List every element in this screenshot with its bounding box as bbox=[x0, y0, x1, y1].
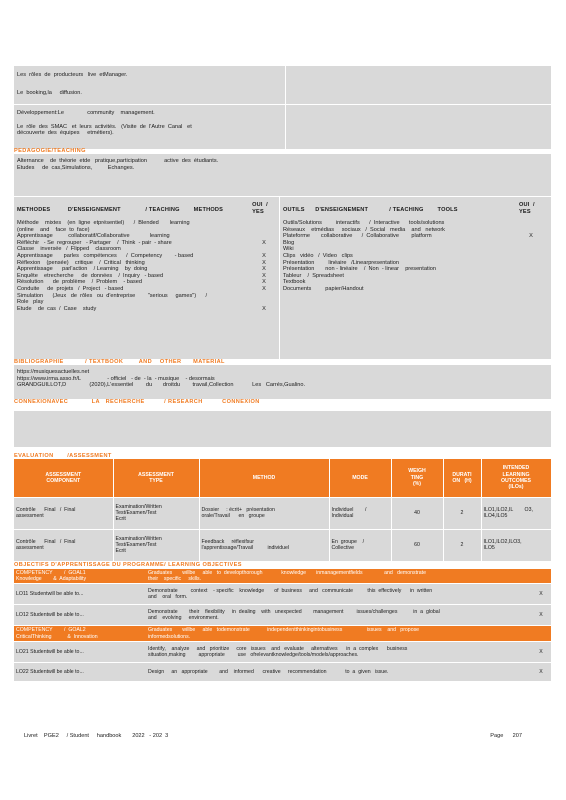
check-mark bbox=[252, 293, 276, 300]
check-mark: X bbox=[262, 305, 266, 312]
learning-outcome-row bbox=[14, 641, 551, 662]
cell-component: Contrôle Final / Final assessment bbox=[14, 529, 113, 561]
learning-outcome-row bbox=[14, 605, 551, 626]
footer-handbook-label: Livret PGE2 / Student handbook 2022 - 202 3 bbox=[24, 733, 169, 739]
methods-block bbox=[14, 196, 551, 359]
check-mark bbox=[252, 299, 276, 306]
check-mark bbox=[519, 240, 543, 247]
check-mark bbox=[519, 279, 543, 286]
cell-component: Contrôle Final / Final assessment bbox=[14, 497, 113, 529]
check-mark: X bbox=[262, 285, 266, 292]
check-mark bbox=[252, 246, 276, 253]
pedagogie-line: Alternance de théorie etde pratique,participation active des étudiants. bbox=[17, 158, 219, 164]
list-item bbox=[283, 286, 548, 293]
pedagogie-line: Etudes de cas,Simulations, Echanges. bbox=[17, 164, 135, 171]
list-item-label: Présentation non - linéaire / Non - linear presentation bbox=[283, 266, 436, 273]
check-mark bbox=[519, 227, 543, 234]
lo-description: Demonstrate their flexibility in dealing with unexpected management issues/challenges in a global and evolving environment. bbox=[146, 605, 531, 626]
list-item-label: Méthode mixtes (en ligne etprésentiel) / Blended learning bbox=[17, 220, 190, 226]
teaching-methods-list bbox=[17, 220, 276, 312]
check-mark: X bbox=[262, 279, 266, 286]
check-mark bbox=[519, 220, 543, 227]
check-mark: X bbox=[262, 252, 266, 259]
list-item bbox=[17, 260, 276, 267]
lo-id: LO21 Studentwill be able to... bbox=[14, 641, 146, 662]
list-item bbox=[283, 279, 548, 286]
section-title-bibliography: BIBLIOGRAPHIE / TEXTBOOK AND OTHER MATERIAL bbox=[14, 359, 225, 365]
lo-id: LO22 Studentwill be able to... bbox=[14, 662, 146, 681]
list-item-label: Clips vidéo / Video clips bbox=[283, 252, 353, 259]
oui-yes-header: OUI / bbox=[252, 202, 268, 208]
learning-outcome-row bbox=[14, 662, 551, 681]
list-item bbox=[283, 266, 548, 273]
check-mark: X bbox=[262, 259, 266, 266]
list-item-label: Réfléchir - Se regrouper - Partager / Think - pair - share bbox=[17, 239, 172, 246]
content-line: découverte des équipes etmétiers). bbox=[17, 130, 114, 137]
list-item bbox=[17, 279, 276, 286]
cell-ilos: ILO1,ILO2,IL O3, ILO4,ILO5 bbox=[481, 497, 551, 529]
list-item-label: Outils/Solutions interactifs / Interactive tools/solutions bbox=[283, 220, 445, 226]
table-row bbox=[14, 497, 551, 529]
cell-mode: En groupe / Collective bbox=[329, 529, 391, 561]
check-mark bbox=[519, 286, 543, 293]
list-item bbox=[17, 240, 276, 247]
competency-label: COMPETENCY / GOAL1 Knowledge & Adaptability bbox=[14, 569, 146, 584]
header-method: METHOD bbox=[199, 459, 329, 497]
list-item-label: Etude de cas / Case study bbox=[17, 305, 97, 312]
list-item bbox=[17, 273, 276, 280]
program-content-block-2 bbox=[14, 104, 551, 149]
list-item-label: Textbook bbox=[283, 279, 306, 286]
assessment-table bbox=[14, 459, 552, 561]
cell-type: Examination/Written Test/Examen/Test Ecrit bbox=[113, 497, 199, 529]
lo-mark: X bbox=[531, 641, 551, 662]
lo-mark: X bbox=[531, 662, 551, 681]
check-mark bbox=[519, 246, 543, 253]
header-weighting: WEIGH TING (%) bbox=[391, 459, 443, 497]
list-item bbox=[283, 240, 548, 247]
section-title-objectives: OBJECTIFS D'APPRENTISSAGE DU PROGRAMME/ LEARNING OBJECTIVES bbox=[14, 562, 242, 568]
content-line: Développement:Le community management. bbox=[17, 110, 155, 116]
list-item bbox=[17, 246, 276, 253]
check-mark: X bbox=[262, 272, 266, 279]
list-item bbox=[17, 299, 276, 306]
check-mark bbox=[252, 227, 276, 234]
list-item-label: Simulation (Jeux de rôles ou d'entreprise "serious games") / bbox=[17, 292, 208, 299]
teaching-tools-list bbox=[283, 220, 548, 293]
list-item-label: Réseaux etmédias sociaux / Social media and network bbox=[283, 226, 445, 233]
list-item-label: Classe inversée / Flipped classroom bbox=[17, 246, 121, 253]
check-mark bbox=[252, 233, 276, 240]
list-item bbox=[283, 246, 548, 253]
cell-method: Feedback réflexifsur l'apprentissage/Travail individuel bbox=[199, 529, 329, 561]
list-item bbox=[283, 220, 548, 227]
lo-description: Identify, analyze and prioritize core issues and evaluate alternatives in a complex business situation,making appropriate use ofrelevantknowledge/tools/models/approaches. bbox=[146, 641, 531, 662]
check-mark bbox=[519, 266, 543, 273]
list-item-label: Documents papier/Handout bbox=[283, 285, 364, 292]
table-row bbox=[14, 529, 551, 561]
cell-type: Examination/Written Test/Examen/Test Ecrit bbox=[113, 529, 199, 561]
header-ilos: INTENDED LEARNING OUTCOMES (ILOs) bbox=[481, 459, 551, 497]
competency-row bbox=[14, 626, 551, 641]
list-item-label: Blog bbox=[283, 239, 295, 246]
list-item-label: Conduite de projets / Project - based bbox=[17, 285, 124, 292]
page bbox=[14, 66, 551, 681]
list-item bbox=[283, 227, 548, 234]
content-line: Le booking,la diffusion. bbox=[17, 89, 82, 96]
learning-objectives-table bbox=[14, 568, 551, 681]
content-line: Le rôle des SMAC et leurs activités. (Visite de l'Autre Canal et bbox=[17, 123, 192, 130]
list-item-label: (online and face to face) bbox=[17, 226, 90, 233]
content-line: Les rôles de producteurs live etManager. bbox=[17, 72, 128, 78]
list-item bbox=[17, 227, 276, 234]
list-item-label: Apprentissage parles compétences / Competency - based bbox=[17, 252, 194, 259]
list-item-label: Role play bbox=[17, 299, 44, 306]
check-mark bbox=[519, 253, 543, 260]
list-item bbox=[283, 253, 548, 260]
oui-yes-header: YES bbox=[252, 208, 264, 215]
lo-description: Design an appropriate and informed creative recommendation to a given issue. bbox=[146, 662, 531, 681]
cell-mode: Individuel / Individual bbox=[329, 497, 391, 529]
check-mark bbox=[519, 260, 543, 267]
list-item bbox=[283, 273, 548, 280]
research-block bbox=[14, 411, 551, 447]
header-mode: MODE bbox=[329, 459, 391, 497]
competency-row bbox=[14, 569, 551, 584]
lo-id: LO12 Studentwill be able to... bbox=[14, 605, 146, 626]
list-item-label: Résolution de problème / Problem - based bbox=[17, 279, 142, 286]
cell-method: Dossier : écrit+ présentation orale/Travail en groupe bbox=[199, 497, 329, 529]
oui-yes-header: OUI / bbox=[519, 202, 535, 208]
header-duration: DURATI ON (H) bbox=[443, 459, 481, 497]
bibliography-line[interactable]: https://musiquesactuelles.net bbox=[17, 369, 90, 375]
list-item bbox=[283, 233, 548, 240]
check-mark bbox=[519, 273, 543, 280]
learning-outcome-row bbox=[14, 584, 551, 605]
page-footer bbox=[24, 733, 522, 740]
bibliography-line: GRANDGUILLOT,D (2020),L'essentiel du droitdu travail,Collection Les Carrés,Gualino. bbox=[17, 382, 306, 389]
program-content-block bbox=[14, 66, 551, 104]
list-item bbox=[17, 306, 276, 313]
check-mark: X bbox=[262, 266, 266, 273]
lo-description: Demonstrate context - specific knowledge of business and communicate this effectively in written and oral form. bbox=[146, 584, 531, 605]
competency-label: COMPETENCY / GOAL2 CriticalThinking & Innovation bbox=[14, 626, 146, 641]
list-item bbox=[17, 233, 276, 240]
teaching-tools-header: OUTILS D'ENSEIGNEMENT / TEACHING TOOLS bbox=[283, 207, 458, 213]
list-item-label: Présentation linéaire /Linearpresentation bbox=[283, 259, 399, 266]
header-assessment-component: ASSESSMENT COMPONENT bbox=[14, 459, 113, 497]
list-item-label: Apprentissage collaboratif/Collaborative learning bbox=[17, 233, 170, 240]
list-item bbox=[17, 253, 276, 260]
bibliography-line[interactable]: https://www.irma.asso.fr/L - officiel - de - la - musique - desormais bbox=[17, 375, 215, 382]
list-item-label: Wiki bbox=[283, 246, 294, 253]
section-title-evaluation: EVALUATION /ASSESSMENT bbox=[14, 453, 112, 459]
list-item-label: Réflexion (pensée) critique / Critical thinking bbox=[17, 259, 145, 266]
cell-weighting: 40 bbox=[391, 497, 443, 529]
cell-duration: 2 bbox=[443, 497, 481, 529]
list-item bbox=[17, 266, 276, 273]
list-item-label: Plateforme collaborative / Collaborative platform bbox=[283, 233, 432, 240]
section-title-research: CONNEXIONAVEC LA RECHERCHE / RESEARCH CONNEXION bbox=[14, 399, 260, 405]
competency-goal: Graduates willbe able to developthorough knowledge inmanagementfields and demonstrate their specific skills. bbox=[146, 569, 551, 584]
lo-mark: X bbox=[531, 584, 551, 605]
check-mark: X bbox=[262, 239, 266, 246]
lo-id: LO11 Studentwill be able to... bbox=[14, 584, 146, 605]
check-mark bbox=[252, 220, 276, 227]
list-item bbox=[17, 293, 276, 300]
teaching-methods-column bbox=[14, 197, 280, 359]
list-item bbox=[283, 260, 548, 267]
check-mark: X bbox=[529, 233, 533, 240]
teaching-tools-column bbox=[280, 197, 551, 359]
oui-yes-header: YES bbox=[519, 208, 531, 215]
list-item-label: Tableur / Spreadsheet bbox=[283, 272, 344, 279]
teaching-methods-header: METHODES D'ENSEIGNEMENT / TEACHING METHODS bbox=[17, 207, 224, 213]
competency-goal: Graduates willbe able todemonstrate independentthinkingintobusiness issues and propose informedsolutions. bbox=[146, 626, 551, 641]
page-number: Page 207 bbox=[490, 733, 522, 739]
section-title-pedagogie: PEDAGOGIE/TEACHING bbox=[14, 148, 86, 154]
list-item bbox=[17, 220, 276, 227]
pedagogie-block bbox=[14, 154, 551, 196]
cell-ilos: ILO1,ILO2,ILO3, ILO5 bbox=[481, 529, 551, 561]
cell-weighting: 60 bbox=[391, 529, 443, 561]
list-item-label: Enquête etrecherche de données / Inquiry - based bbox=[17, 272, 164, 279]
lo-mark: X bbox=[531, 605, 551, 626]
cell-duration: 2 bbox=[443, 529, 481, 561]
header-assessment-type: ASSESSMENT TYPE bbox=[113, 459, 199, 497]
list-item-label: Apprentissage parl'action / Learning by doing bbox=[17, 266, 148, 273]
list-item bbox=[17, 286, 276, 293]
bibliography-block bbox=[14, 365, 551, 399]
